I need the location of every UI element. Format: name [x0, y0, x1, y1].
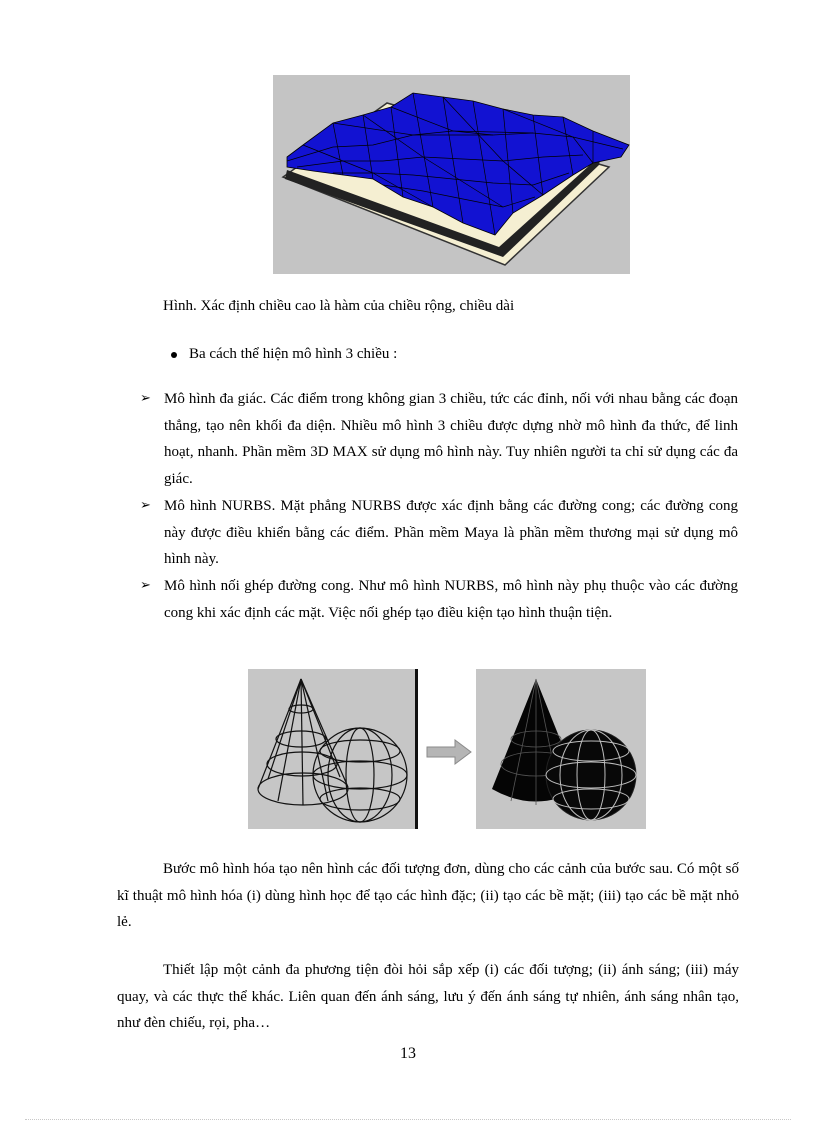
figure-caption: Hình. Xác định chiều cao là hàm của chiều rộng, chiều dài: [163, 298, 515, 314]
arrowhead-bullet-icon: ➢: [140, 391, 151, 406]
terrain-figure: [273, 75, 630, 274]
right-arrow-icon: [425, 738, 473, 766]
solid-figure: [476, 669, 646, 829]
arrowhead-bullet-icon: ➢: [140, 498, 151, 513]
solid-cone-sphere-image: [476, 669, 646, 829]
figure-divider: [415, 669, 418, 829]
list-item-text: Mô hình nối ghép đường cong. Như mô hình NURBS, mô hình này phụ thuộc vào các đường cong khi xác định các mặt. Việc nối ghép tạo điều kiện tạo hình thuận tiện.: [164, 578, 738, 621]
list-item: [140, 493, 738, 573]
paragraph: Bước mô hình hóa tạo nên hình các đối tượng đơn, dùng cho các cảnh của bước sau. Có một số kĩ thuật mô hình hóa (i) dùng hình học để tạo các hình đặc; (ii) tạo các bề mặt; (iii) tạo các bề mặt nhỏ lẻ.: [117, 861, 739, 930]
terrain-mesh-image: [273, 75, 630, 274]
list-item: [140, 386, 738, 493]
wireframe-figure: [248, 669, 418, 829]
wireframe-cone-sphere-image: [248, 669, 418, 829]
bullet-text: Ba cách thể hiện mô hình 3 chiều :: [189, 346, 398, 362]
arrowhead-bullet-icon: ➢: [140, 578, 151, 593]
list-item: [140, 573, 738, 626]
page-number: 13: [400, 1045, 416, 1062]
bullet-item: [189, 346, 397, 363]
paragraph: Thiết lập một cảnh đa phương tiện đòi hỏi sắp xếp (i) các đối tượng; (ii) ánh sáng; (iii) máy quay, và các thực thể khác. Liên quan đến ánh sáng, lưu ý đến ánh sáng tự nhiên, ánh sáng nhân tạo, như đèn chiếu, rọi, pha…: [117, 962, 739, 1031]
list-item-text: Mô hình NURBS. Mặt phẳng NURBS được xác định bằng các đường cong; các đường cong này được điều khiển bằng các điểm. Phần mềm Maya là phần mềm thương mại sử dụng mô hình này.: [164, 498, 738, 568]
list-item-text: Mô hình đa giác. Các điểm trong không gian 3 chiều, tức các đỉnh, nối với nhau bằng các đoạn thẳng, tạo nên khối đa diện. Nhiều mô hình 3 chiều được dựng nhờ mô hình đa thức, để linh hoạt, nhanh. Phần mềm 3D MAX sử dụng mô hình này. Tuy nhiên người ta chỉ sử dụng các đa giác.: [164, 391, 738, 488]
bullet-dot-icon: [171, 352, 177, 358]
page-footer-divider: [25, 1119, 791, 1120]
